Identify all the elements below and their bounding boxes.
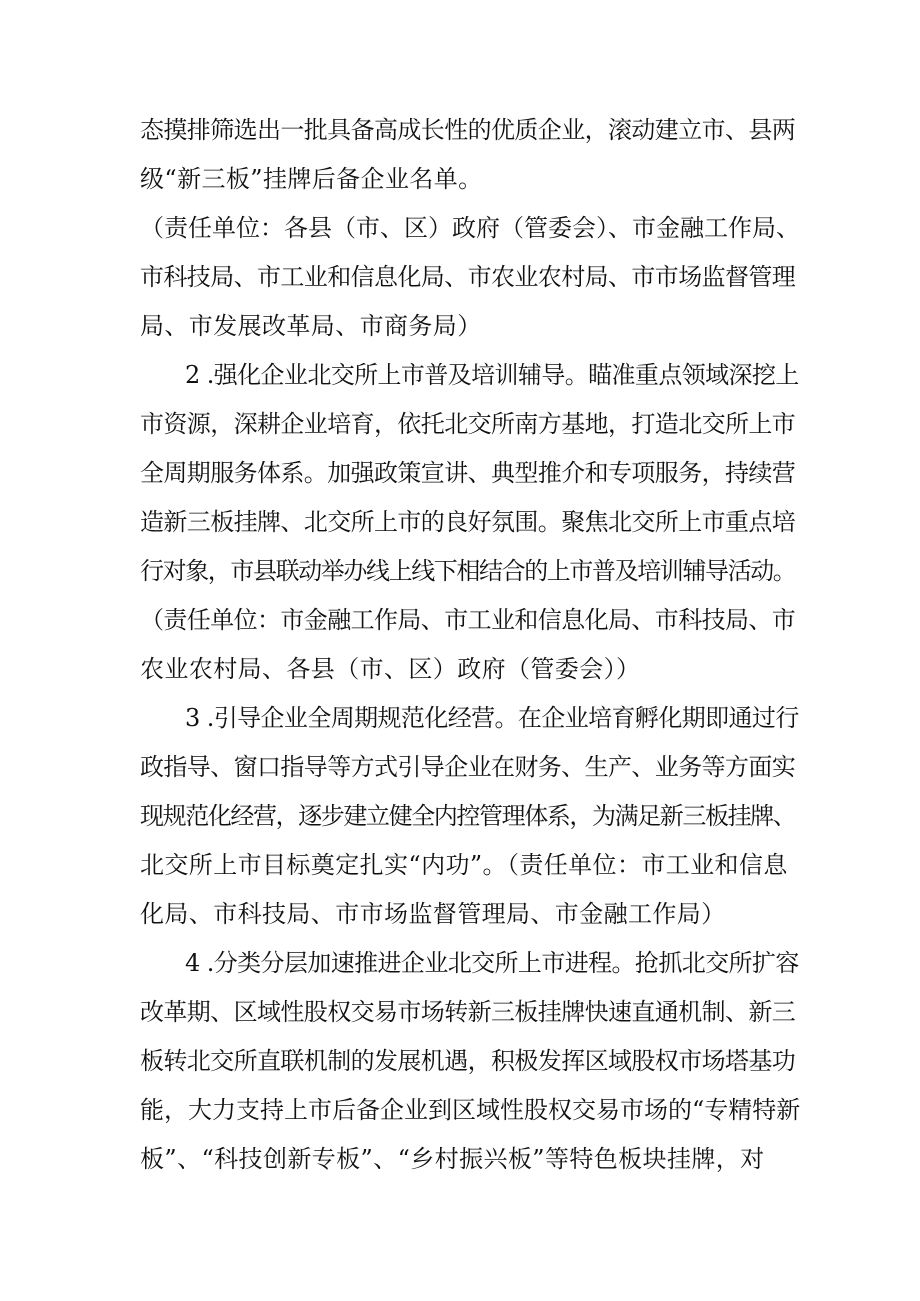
text-line: 北交所上市目标奠定扎实“内功”。（责任单位：市工业和信息 [140,851,788,879]
text-line: 现规范化经营，逐步建立健全内控管理体系，为满足新三板挂牌、 [140,802,796,830]
text-line: 改革期、区域性股权交易市场转新三板挂牌快速直通机制、新三 [140,998,796,1026]
text-line: 局、市发展改革局、市商务局） [140,312,482,340]
text-line: 板”、“科技创新专板”、“乡村振兴板”等特色板块挂牌，对 [140,1145,765,1173]
text-line: （责任单位：各县（市、区）政府（管委会）、市金融工作局、 [140,214,800,242]
text-line: 市科技局、市工业和信息化局、市农业农村局、市市场监督管理 [140,263,796,291]
text-line: 农业农村局、各县（市、区）政府（管委会）） [140,655,641,683]
text-line: 市资源，深耕企业培育，依托北交所南方基地，打造北交所上市 [140,410,796,438]
text-line: 全周期服务体系。加强政策宣讲、典型推介和专项服务，持续营 [140,459,796,487]
text-line: 板转北交所直联机制的发展机遇，积极发挥区域股权市场塔基功 [140,1047,796,1075]
text-line: 化局、市科技局、市市场监督管理局、市金融工作局） [140,900,726,928]
paragraph-2-heading: 2 .强化企业北交所上市普及培训辅导。瞄准重点领域深挖上 [185,361,799,389]
text-line: （责任单位：市金融工作局、市工业和信息化局、市科技局、市 [140,606,796,634]
text-line: 政指导、窗口指导等方式引导企业在财务、生产、业务等方面实 [140,753,796,781]
text-line: 态摸排筛选出一批具备高成长性的优质企业，滚动建立市、县两 [140,116,796,144]
text-line: 造新三板挂牌、北交所上市的良好氛围。聚焦北交所上市重点培 [140,508,796,536]
paragraph-4-heading: 4 .分类分层加速推进企业北交所上市进程。抢抓北交所扩容 [185,949,799,977]
text-line: 能，大力支持上市后备企业到区域性股权交易市场的“专精特新 [140,1096,801,1124]
text-line: 行对象，市县联动举办线上线下相结合的上市普及培训辅导活动。 [140,557,796,585]
paragraph-3-heading: 3 .引导企业全周期规范化经营。在企业培育孵化期即通过行 [185,704,799,732]
text-line: 级“新三板”挂牌后备企业名单。 [140,165,483,193]
